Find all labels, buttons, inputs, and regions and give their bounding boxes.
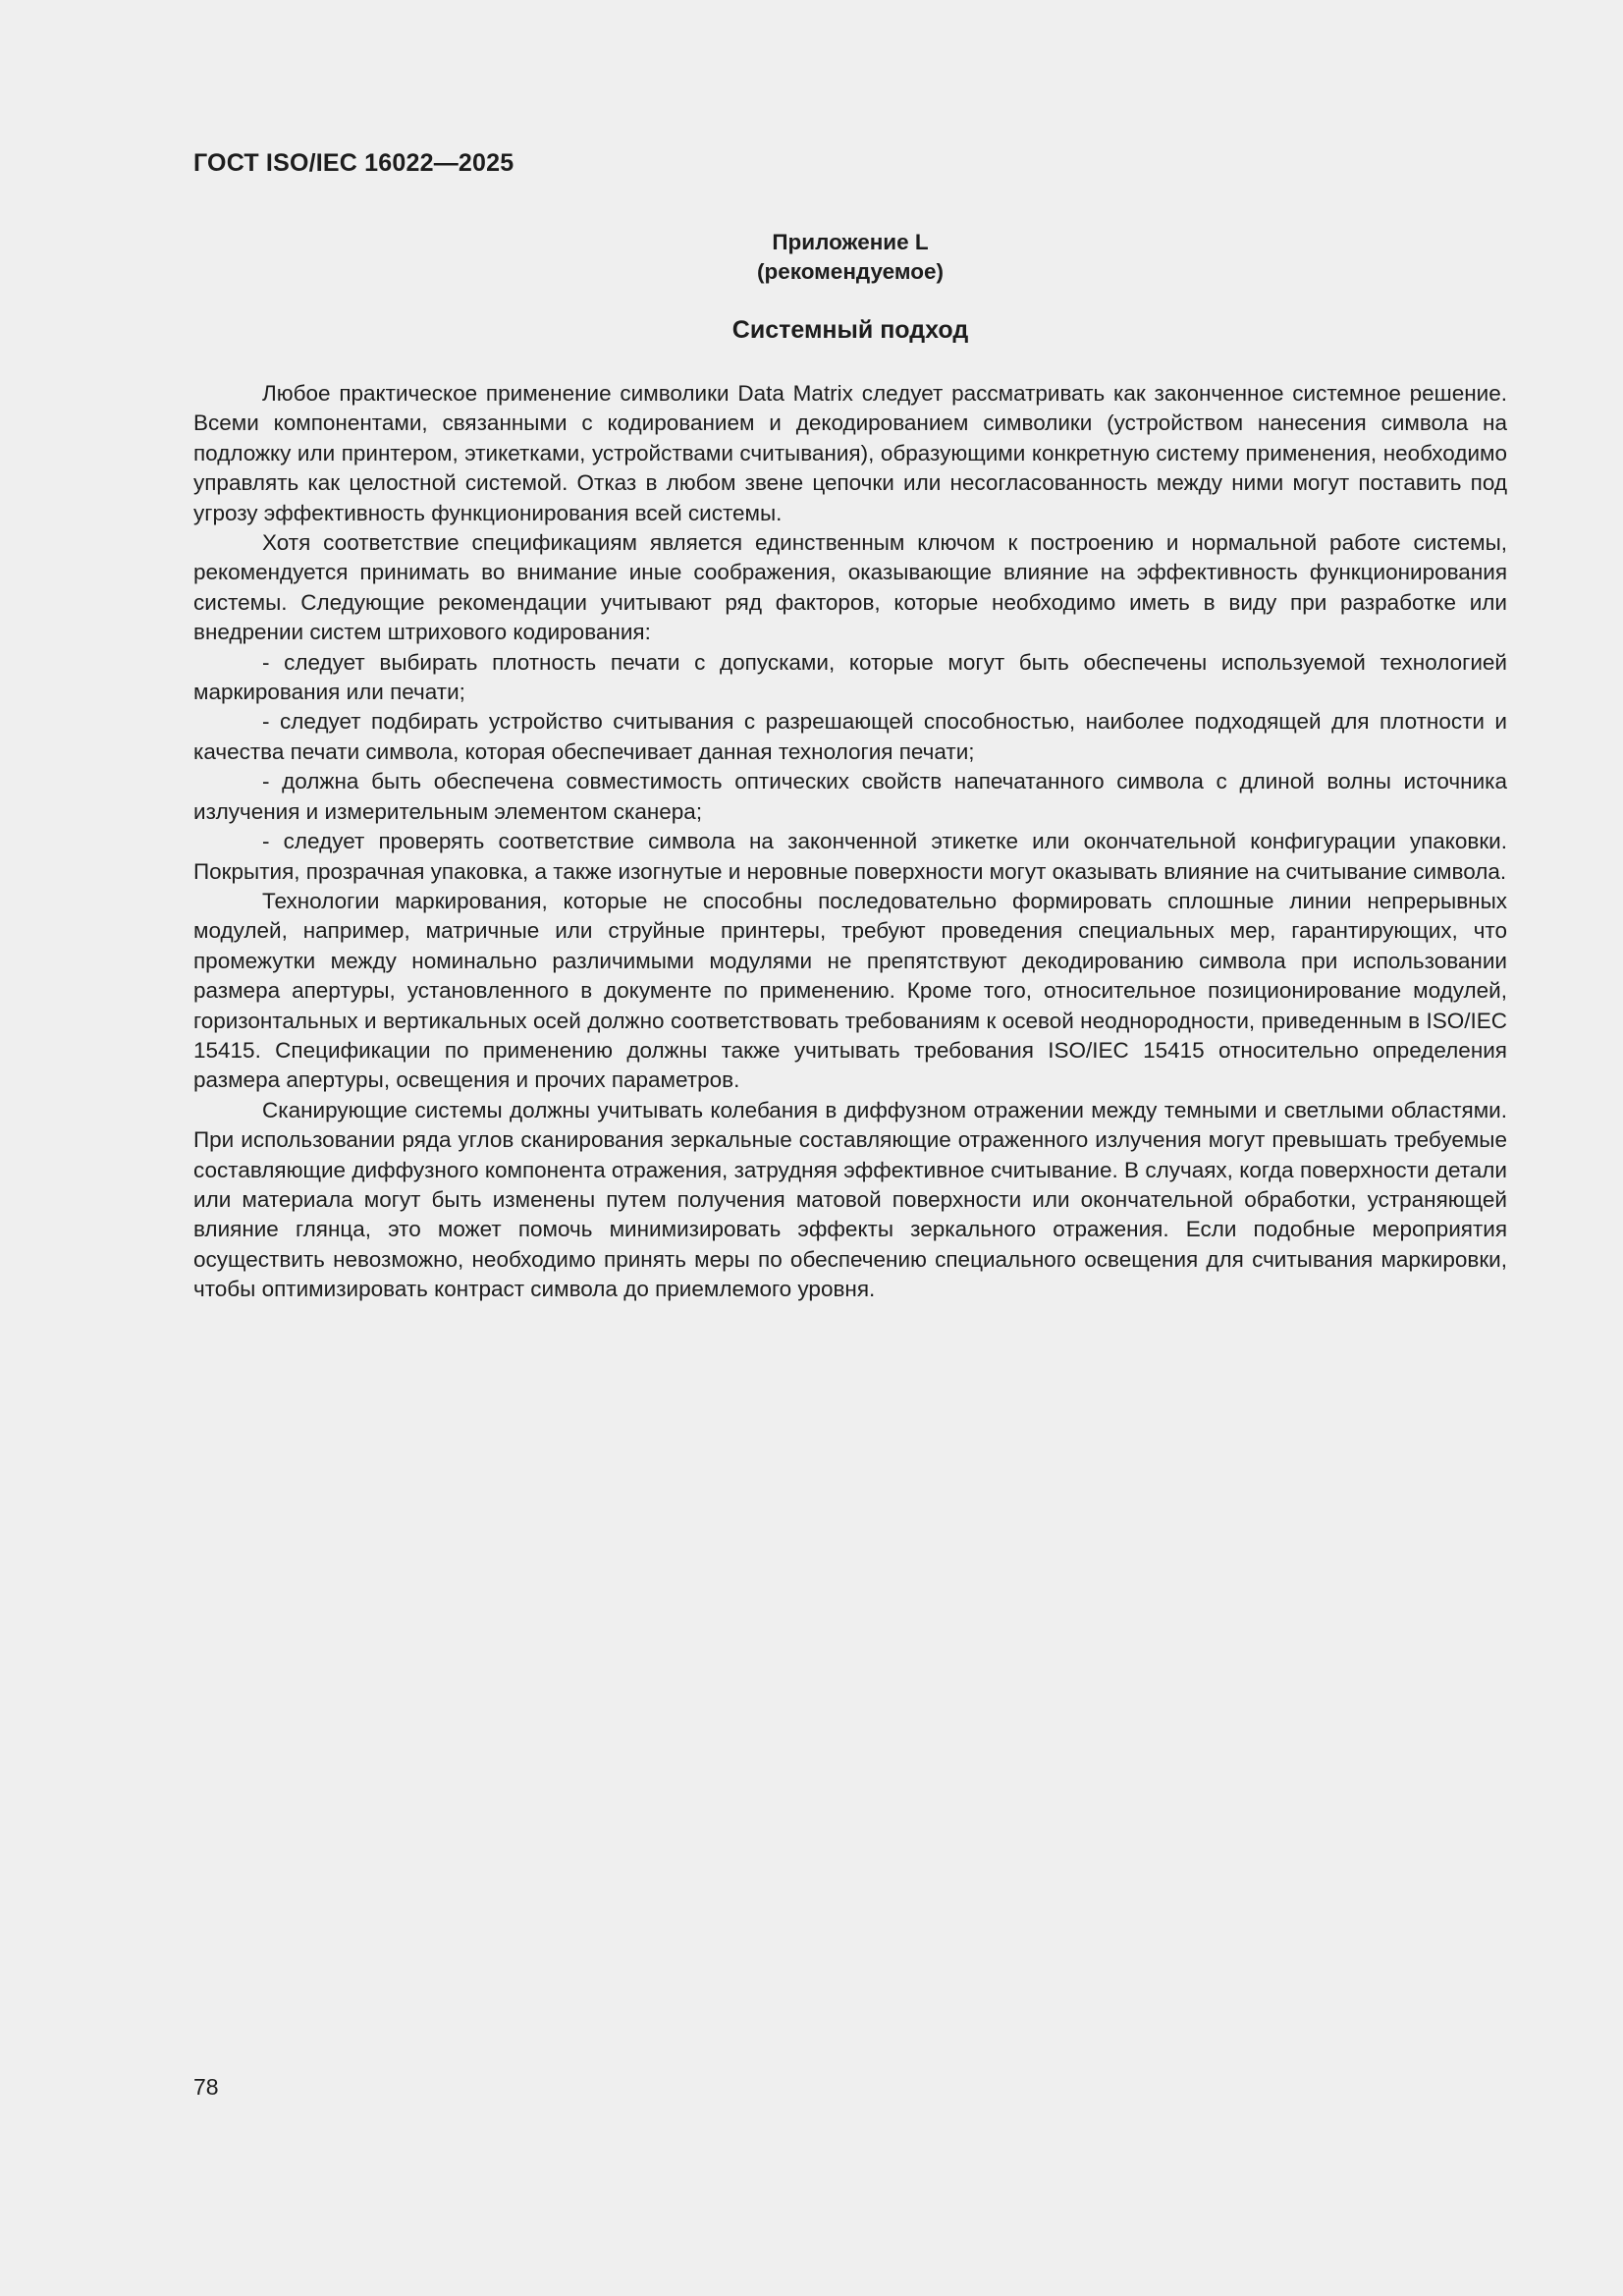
list-item-label-verification: - следует проверять соответствие символа на законченной этикетке или окончательной конфигурации упаковки. Покрытия, прозрачная упаковка, а также изогнутые и неровные поверхности могут оказывать влияние на считывание символа.: [193, 829, 1507, 884]
annex-heading: [193, 228, 1507, 287]
paragraph-specifications: Хотя соответствие спецификациям является единственным ключом к построению и нормальной работе системы, рекомендуется принимать во внимание иные соображения, оказывающие влияние на эффективность функционирования системы. Следующие рекомендации учитывают ряд факторов, которые необходимо иметь в виду при разработке или внедрении систем штрихового кодирования:: [193, 530, 1507, 645]
annex-title: Приложение L: [772, 230, 929, 254]
list-item-reader-resolution: - следует подбирать устройство считывания с разрешающей способностью, наиболее подходящей для плотности и качества печати символа, которая обеспечивает данная технология печати;: [193, 709, 1507, 764]
list-item-print-density: - следует выбирать плотность печати с допусками, которые могут быть обеспечены используемой технологией маркирования или печати;: [193, 649, 1507, 705]
body-text: [193, 379, 1507, 1305]
list-item-optical-compatibility: - должна быть обеспечена совместимость оптических свойств напечатанного символа с длиной волны источника излучения и измерительным элементом сканера;: [193, 769, 1507, 824]
paragraph-scanning-systems: Сканирующие системы должны учитывать колебания в диффузном отражении между темными и светлыми областями. При использовании ряда углов сканирования зеркальные составляющие отраженного излучения могут превышать требуемые составляющие диффузного компонента отражения, затрудняя эффективное считывание. В случаях, когда поверхности детали или материала могут быть изменены путем получения матовой поверхности или окончательной обработки, устраняющей влияние глянца, это может помочь минимизировать эффекты зеркального отражения. Если подобные мероприятия осуществить невозможно, необходимо принять меры по обеспечению специального освещения для считывания маркировки, чтобы оптимизировать контраст символа до приемлемого уровня.: [193, 1097, 1507, 1302]
annex-status: (рекомендуемое): [757, 259, 944, 284]
paragraph-marking-technologies: Технологии маркирования, которые не способны последовательно формировать сплошные линии непрерывных модулей, например, матричные или струйные принтеры, требуют проведения специальных мер, гарантирующих, что промежутки между номинально различимыми модулями не препятствуют декодированию символа при использовании размера апертуры, установленного в документе по применению. Кроме того, относительное позиционирование модулей, горизонтальных и вертикальных осей должно соответствовать требованиям к осевой неоднородности, приведенным в ISO/IEC 15415. Спецификации по применению должны также учитывать требования ISO/IEC 15415 относительно определения размера апертуры, освещения и прочих параметров.: [193, 888, 1507, 1093]
page-number: 78: [193, 2074, 219, 2100]
document-header: ГОСТ ISO/IEC 16022—2025: [193, 149, 514, 177]
paragraph-intro: Любое практическое применение символики Data Matrix следует рассматривать как законченное системное решение. Всеми компонентами, связанными с кодированием и декодированием символики (устройством нанесения символа на подложку или принтером, этикетками, устройствами считывания), образующими конкретную систему применения, необходимо управлять как целостной системой. Отказ в любом звене цепочки или несогласованность между ними могут поставить под угрозу эффективность функционирования всей системы.: [193, 381, 1507, 525]
section-title: Системный подход: [731, 316, 969, 344]
